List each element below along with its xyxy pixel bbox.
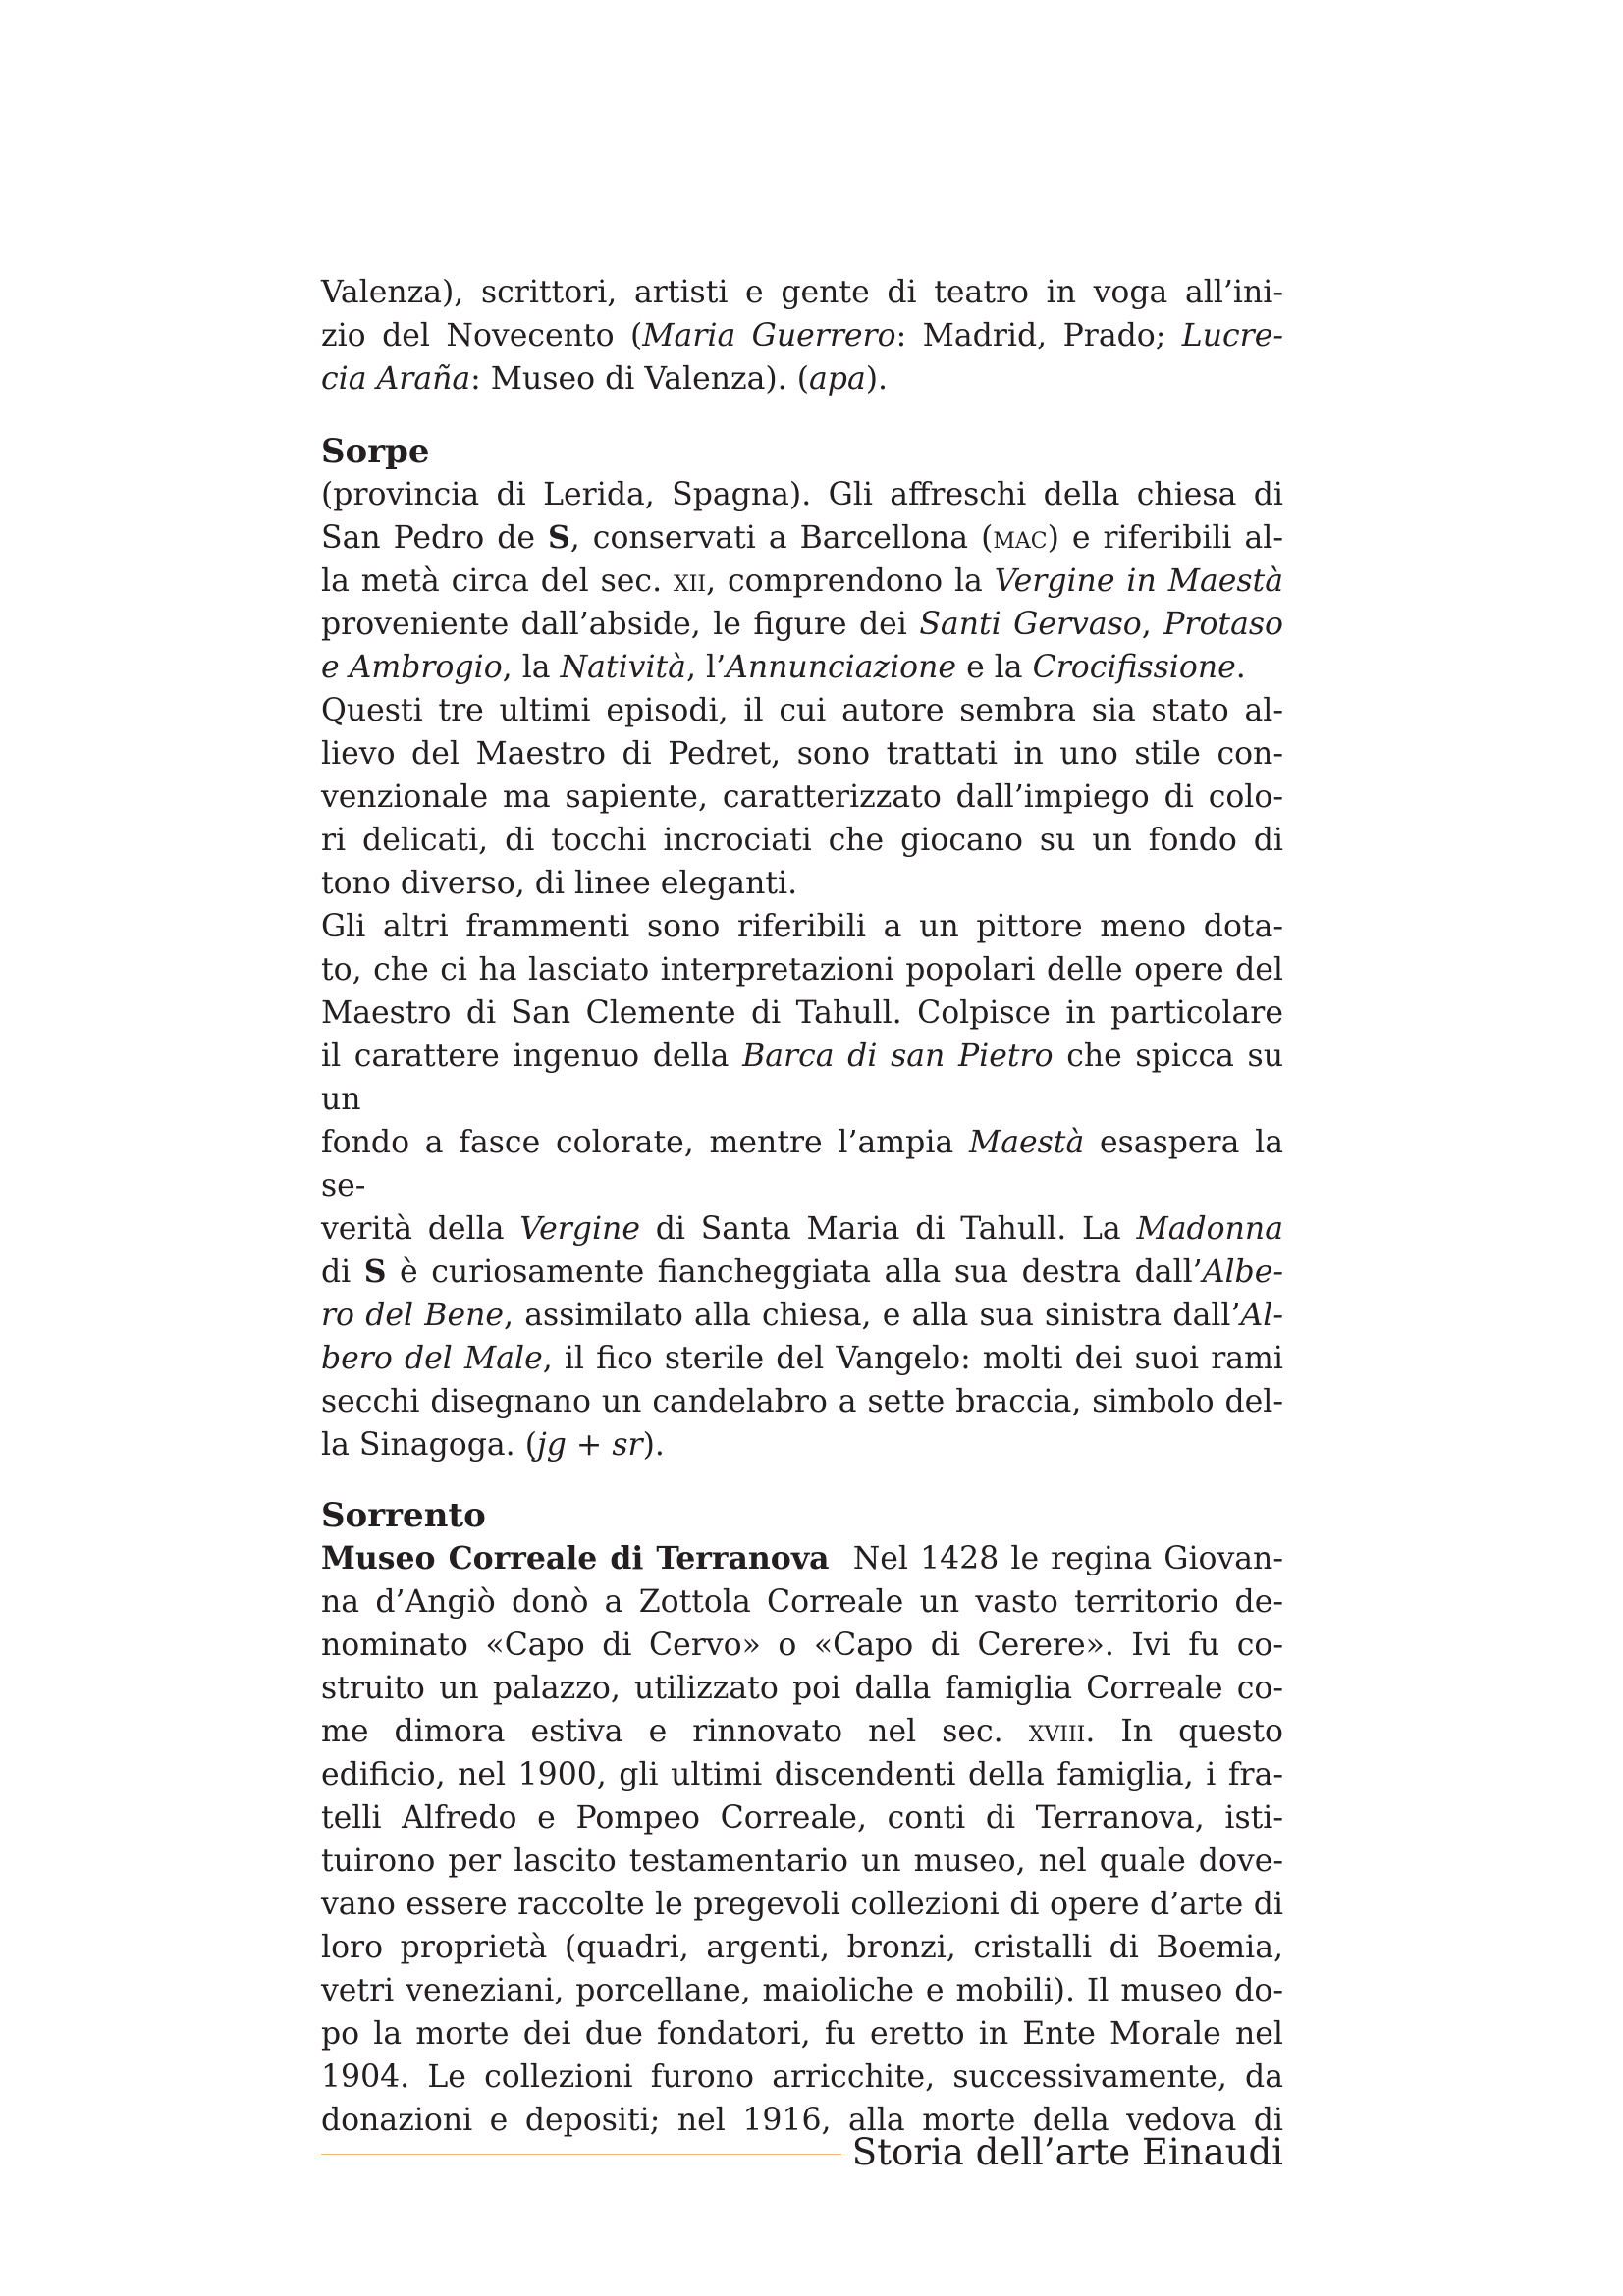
text-line: telli Alfredo e Pompeo Correale, conti di Terranova, isti- — [321, 1800, 1283, 1836]
text-line: zio del Novecento (Maria Guerrero: Madrid, Prado; Lucre- — [321, 318, 1283, 353]
text-line: secchi disegnano un candelabro a sette braccia, simbolo del- — [321, 1384, 1283, 1419]
text-line: (provincia di Lerida, Spagna). Gli affreschi della chiesa di — [321, 477, 1283, 512]
footer-rule — [321, 2154, 841, 2155]
text-line: San Pedro de S, conservati a Barcellona (mac) e riferibili al- — [321, 519, 1283, 556]
text-line: verità della Vergine di Santa Maria di Tahull. La Madonna — [321, 1211, 1283, 1247]
text-line: struito un palazzo, utilizzato poi dalla famiglia Correale co- — [321, 1671, 1283, 1706]
text-line: ro del Bene, assimilato alla chiesa, e alla sua sinistra dall’Al- — [321, 1298, 1283, 1333]
text-line: donazioni e depositi; nel 1916, alla morte della vedova di — [321, 2103, 1283, 2138]
text-line: lievo del Maestro di Pedret, sono trattati in uno stile con- — [321, 736, 1283, 772]
text-line: ri delicati, di tocchi incrociati che giocano su un fondo di — [321, 823, 1283, 858]
text-line: la metà circa del sec. xii, comprendono la Vergine in Maestà — [321, 563, 1283, 599]
text-line: il carattere ingenuo della Barca di san Pietro che spicca su un — [321, 1039, 1284, 1117]
entry-heading-sorpe: Sorpe — [321, 432, 430, 471]
intro-paragraph — [321, 271, 1283, 400]
text-line: 1904. Le collezioni furono arricchite, successivamente, da — [321, 2059, 1283, 2095]
text-line: fondo a fasce colorate, mentre l’ampia Maestà esaspera la se- — [321, 1125, 1283, 1203]
text-line: edificio, nel 1900, gli ultimi discendenti della famiglia, i fra- — [321, 1757, 1283, 1792]
text-line: Questi tre ultimi episodi, il cui autore sembra sia stato al- — [321, 693, 1283, 728]
subheading-museo-correale: Museo Correale di Terranova — [321, 1540, 830, 1576]
text-line: venzionale ma sapiente, caratterizzato dall’impiego di colo- — [321, 779, 1283, 815]
text-line: vano essere raccolte le pregevoli collezioni di opere d’arte di — [321, 1887, 1283, 1922]
text-line: loro proprietà (quadri, argenti, bronzi, cristalli di Boemia, — [321, 1930, 1283, 1965]
text-line: to, che ci ha lasciato interpretazioni popolari delle opere del — [321, 952, 1283, 988]
text-line: me dimora estiva e rinnovato nel sec. xviii. In questo — [321, 1714, 1284, 1749]
text-line: Museo Correale di Terranova Nel 1428 le regina Giovan- — [321, 1540, 1283, 1576]
text-line: po la morte dei due fondatori, fu eretto in Ente Morale nel — [321, 2016, 1283, 2052]
text-line: e Ambrogio, la Natività, l’Annunciazione e la Crocifissione. — [321, 650, 1246, 685]
text-line: cia Araña: Museo di Valenza). (apa). — [321, 361, 889, 397]
text-line: la Sinagoga. (jg + sr). — [321, 1427, 665, 1463]
sorpe-entry — [321, 473, 1283, 1467]
text-column — [321, 271, 1283, 2142]
entry-heading-sorrento: Sorrento — [321, 1496, 486, 1535]
footer-publisher: Storia dell’arte Einaudi — [851, 2131, 1283, 2173]
text-line: nominato «Capo di Cervo» o «Capo di Cerere». Ivi fu co- — [321, 1628, 1283, 1663]
text-line: bero del Male, il fico sterile del Vangelo: molti dei suoi rami — [321, 1341, 1283, 1376]
text-line: Valenza), scrittori, artisti e gente di teatro in voga all’ini- — [321, 275, 1283, 310]
text-line: tuirono per lascito testamentario un museo, nel quale dove- — [321, 1843, 1283, 1879]
text-line: proveniente dall’abside, le figure dei Santi Gervaso, Protaso — [321, 607, 1283, 642]
text-line: vetri veneziani, porcellane, maioliche e mobili). Il museo do- — [321, 1973, 1283, 2008]
sorrento-entry — [321, 1537, 1283, 2142]
text-line: na d’Angiò donò a Zottola Correale un vasto territorio de- — [321, 1584, 1283, 1620]
text-line: di S è curiosamente fiancheggiata alla sua destra dall’Albe- — [321, 1254, 1283, 1290]
text-line: Maestro di San Clemente di Tahull. Colpisce in particolare — [321, 995, 1283, 1031]
text-line: tono diverso, di linee eleganti. — [321, 866, 798, 901]
text-line: Gli altri frammenti sono riferibili a un pittore meno dota- — [321, 909, 1283, 944]
